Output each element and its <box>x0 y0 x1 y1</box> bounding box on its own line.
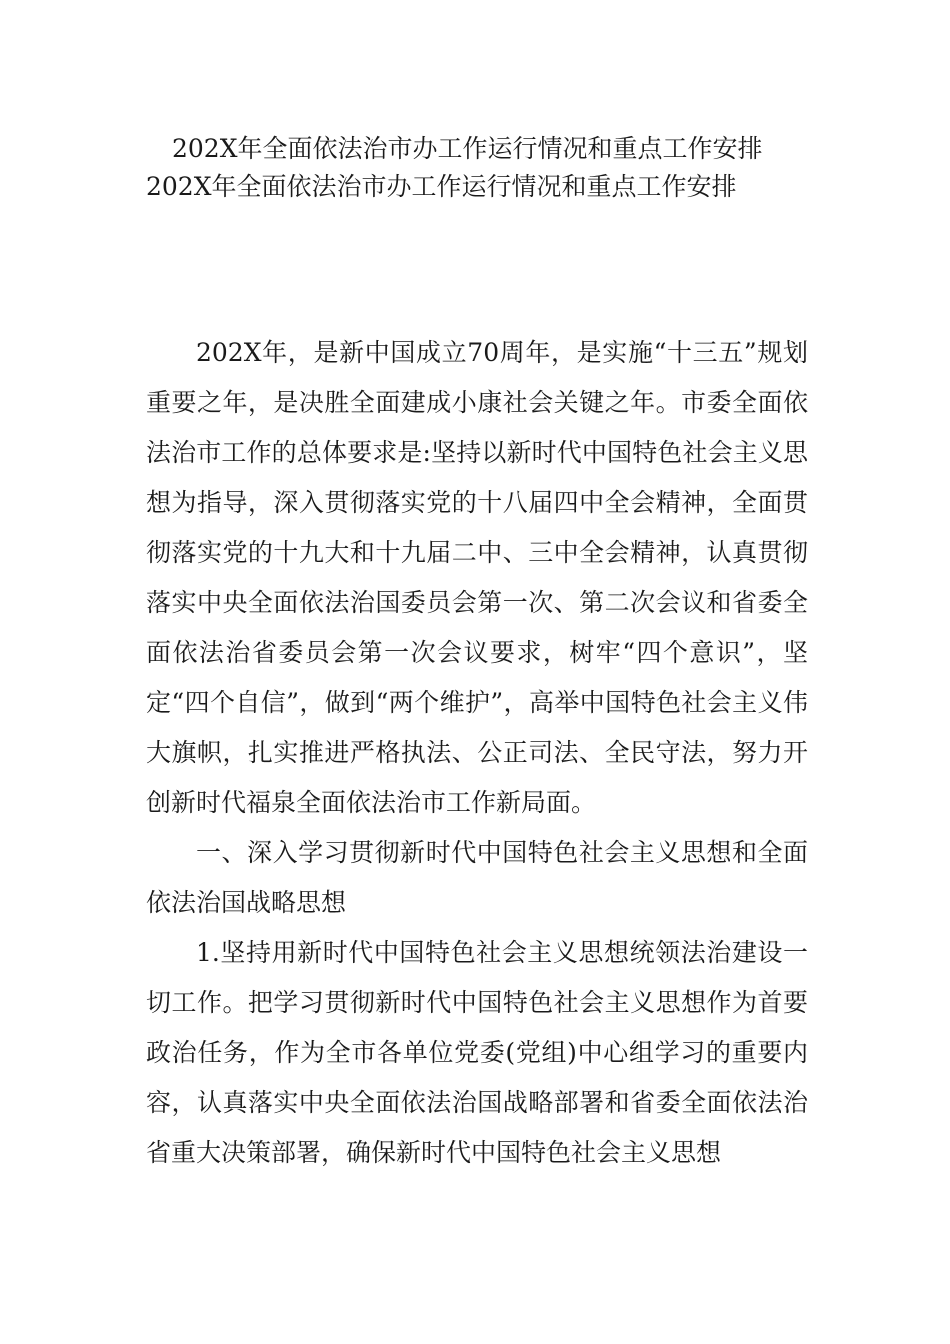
document-title-block <box>146 130 826 206</box>
paragraph-intro: 202X年，是新中国成立70周年，是实施“十三五”规划重要之年，是决胜全面建成小康社会关键之年。市委全面依法治市工作的总体要求是:坚持以新时代中国特色社会主义思想为指导，深入贯彻落实党的十八届四中全会精神，全面贯彻落实党的十九大和十九届二中、三中全会精神，认真贯彻落实中央全面依法治国委员会第一次、第二次会议和省委全面依法治省委员会第一次会议要求，树牢“四个意识”，坚定“四个自信”，做到“两个维护”，高举中国特色社会主义伟大旗帜，扎实推进严格执法、公正司法、全民守法，努力开创新时代福泉全面依法治市工作新局面。 <box>146 338 808 817</box>
section-heading-1: 一、深入学习贯彻新时代中国特色社会主义思想和全面依法治国战略思想 <box>146 838 808 917</box>
paragraph-item-1: 1.坚持用新时代中国特色社会主义思想统领法治建设一切工作。把学习贯彻新时代中国特色社会主义思想作为首要政治任务，作为全市各单位党委(党组)中心组学习的重要内容，认真落实中央全面依法治国战略部署和省委全面依法治省重大决策部署，确保新时代中国特色社会主义思想 <box>146 938 808 1167</box>
document-subtitle: 202X年全面依法治市办工作运行情况和重点工作安排 <box>146 172 737 201</box>
document-title: 202X年全面依法治市办工作运行情况和重点工作安排 <box>172 134 763 163</box>
document-body <box>146 328 808 1178</box>
